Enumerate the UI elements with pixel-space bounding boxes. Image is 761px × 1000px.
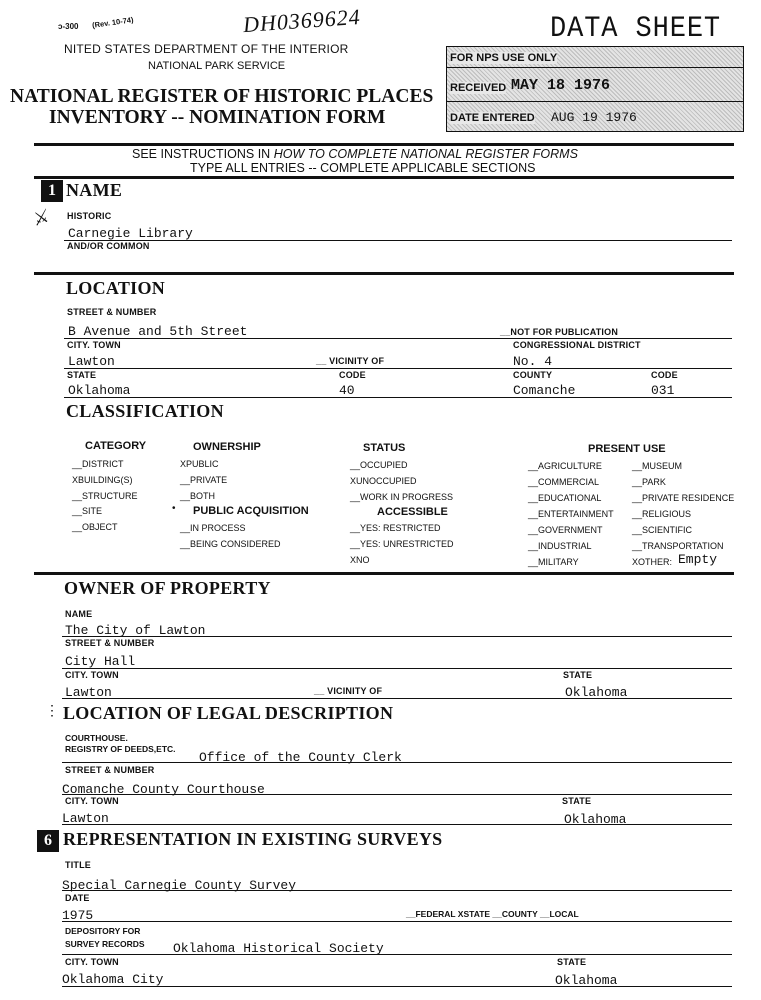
legal-street-label: STREET & NUMBER	[65, 765, 155, 775]
state-value: Oklahoma	[68, 383, 131, 398]
checkbox-item: __OCCUPIED	[350, 460, 408, 470]
survey-date-label: DATE	[65, 893, 90, 903]
classification-title: CLASSIFICATION	[66, 401, 224, 421]
bullet-mark: •	[172, 503, 176, 514]
legal-city-label: CITY. TOWN	[65, 796, 119, 806]
checkbox-item: __AGRICULTURE	[528, 461, 602, 471]
checkbox-item: __MILITARY	[528, 557, 579, 567]
depository-value: Oklahoma Historical Society	[173, 941, 384, 956]
owner-state-value: Oklahoma	[565, 685, 628, 700]
checkbox-item: __BOTH	[180, 491, 216, 501]
owner-name-value: The City of Lawton	[65, 623, 206, 638]
code-label: CODE	[339, 370, 366, 380]
checkbox-item: __TRANSPORTATION	[632, 541, 724, 551]
county-code-label: CODE	[651, 370, 678, 380]
checkbox-item: __OBJECT	[72, 522, 118, 532]
county-label: COUNTY	[513, 370, 553, 380]
congress-value: No. 4	[513, 354, 553, 369]
status-head: STATUS	[363, 442, 406, 454]
checkbox-item: __MUSEUM	[632, 461, 683, 471]
checkbox-item: __SITE	[72, 506, 103, 516]
checkbox-item: XOTHER:	[632, 557, 673, 567]
legal-street-value: Comanche County Courthouse	[62, 782, 265, 797]
checkbox-item: __RELIGIOUS	[632, 509, 692, 519]
instructions-prefix: SEE INSTRUCTIONS IN	[132, 147, 271, 161]
not-for-publication: __NOT FOR PUBLICATION	[500, 327, 619, 337]
instructions-line1	[132, 147, 578, 161]
owner-state-label: STATE	[563, 670, 593, 680]
checkbox-item: __ENTERTAINMENT	[528, 509, 614, 519]
surveys-title: REPRESENTATION IN EXISTING SURVEYS	[63, 829, 443, 849]
survey-city-value: Oklahoma City	[62, 972, 164, 987]
owner-street-value: City Hall	[65, 654, 136, 669]
survey-levels: __FEDERAL XSTATE __COUNTY __LOCAL	[406, 909, 579, 919]
checkbox-item: __GOVERNMENT	[528, 525, 603, 535]
historic-value: Carnegie Library	[68, 226, 193, 241]
owner-street-label: STREET & NUMBER	[65, 638, 155, 648]
depository-label2: SURVEY RECORDS	[65, 939, 145, 949]
service-name: NATIONAL PARK SERVICE	[148, 60, 286, 72]
form-title-line1: NATIONAL REGISTER OF HISTORIC PLACES	[10, 86, 434, 107]
courthouse-label: COURTHOUSE.	[65, 733, 128, 743]
depository-label1: DEPOSITORY FOR	[65, 926, 141, 936]
checkbox-item: __BEING CONSIDERED	[180, 539, 281, 549]
owner-name-label: NAME	[65, 609, 93, 619]
checkbox-item: __YES: RESTRICTED	[350, 523, 441, 533]
instructions-line2: TYPE ALL ENTRIES -- COMPLETE APPLICABLE SECTIONS	[190, 161, 536, 175]
checkbox-item: __EDUCATIONAL	[528, 493, 602, 503]
section-number-1: 1	[41, 180, 63, 202]
handwritten-id: DH0369624	[242, 3, 362, 38]
legal-state-value: Oklahoma	[564, 812, 627, 827]
checkbox-item: __PRIVATE RESIDENCE	[632, 493, 735, 503]
checkbox-item: __COMMERCIAL	[528, 477, 600, 487]
vicinity-label-text: VICINITY OF	[329, 356, 385, 366]
nps-use-box	[446, 46, 744, 132]
checkbox-item: __WORK IN PROGRESS	[350, 492, 454, 502]
checkbox-item: __SCIENTIFIC	[632, 525, 693, 535]
location-title: LOCATION	[66, 278, 166, 298]
department-name: NITED STATES DEPARTMENT OF THE INTERIOR	[64, 42, 349, 56]
checkbox-item: XPUBLIC	[180, 459, 219, 469]
other-use-value: Empty	[678, 552, 718, 567]
historic-label: HISTORIC	[67, 211, 112, 221]
county-code-value: 031	[651, 383, 675, 398]
courthouse-value: Office of the County Clerk	[199, 750, 402, 765]
state-label: STATE	[67, 370, 97, 380]
legal-state-label: STATE	[562, 796, 592, 806]
owner-vicinity-label: __ VICINITY OF	[314, 686, 383, 696]
form-number: ɔ-300	[58, 22, 79, 31]
checkbox-item: __PRIVATE	[180, 475, 228, 485]
survey-title-value: Special Carnegie County Survey	[62, 878, 297, 893]
date-entered-label: DATE ENTERED	[450, 112, 535, 124]
checkbox-item: __INDUSTRIAL	[528, 541, 592, 551]
checkbox-item: __DISTRICT	[72, 459, 124, 469]
survey-city-label: CITY. TOWN	[65, 957, 119, 967]
instructions-title: HOW TO COMPLETE NATIONAL REGISTER FORMS	[273, 147, 578, 161]
survey-title-label: TITLE	[65, 860, 91, 870]
congressional-district-label: CONGRESSIONAL DISTRICT	[513, 340, 641, 350]
registry-label: REGISTRY OF DEEDS,ETC.	[65, 744, 176, 754]
category-head: CATEGORY	[85, 440, 147, 452]
data-sheet-stamp: DATA SHEET	[550, 12, 722, 46]
revision-date: (Rev. 10-74)	[91, 15, 134, 30]
form-title-line2: INVENTORY -- NOMINATION FORM	[49, 107, 386, 128]
andor-common-label: AND/OR COMMON	[67, 241, 150, 251]
owner-city-value: Lawton	[65, 685, 112, 700]
accessible-head: ACCESSIBLE	[377, 506, 448, 518]
survey-state-value: Oklahoma	[555, 973, 618, 988]
checkbox-item: __YES: UNRESTRICTED	[350, 539, 454, 549]
city-label: CITY. TOWN	[67, 340, 121, 350]
section-number-6: 6	[37, 830, 59, 852]
legal-title: LOCATION OF LEGAL DESCRIPTION	[63, 703, 394, 723]
survey-date-value: 1975	[62, 908, 94, 923]
owner-city-label: CITY. TOWN	[65, 670, 119, 680]
owner-vicinity-text: VICINITY OF	[327, 686, 383, 696]
public-acquisition-head: PUBLIC ACQUISITION	[193, 505, 309, 517]
section-name-title: NAME	[66, 180, 123, 200]
street-label: STREET & NUMBER	[67, 307, 157, 317]
present-use-head: PRESENT USE	[588, 443, 666, 455]
survey-state-label: STATE	[557, 957, 587, 967]
handwritten-mark: ⚔	[28, 205, 51, 231]
ownership-head: OWNERSHIP	[193, 441, 261, 453]
owner-title: OWNER OF PROPERTY	[64, 578, 271, 598]
checkbox-item: __PARK	[632, 477, 666, 487]
street-value: B Avenue and 5th Street	[68, 324, 248, 339]
received-stamp: MAY 18 1976	[511, 77, 611, 94]
checkbox-item: XBUILDING(S)	[72, 475, 133, 485]
legal-city-value: Lawton	[62, 811, 109, 826]
checkbox-item: XNO	[350, 555, 370, 565]
received-label: RECEIVED	[450, 82, 507, 94]
city-value: Lawton	[68, 354, 115, 369]
nps-header: FOR NPS USE ONLY	[450, 52, 558, 64]
code-value: 40	[339, 383, 355, 398]
date-entered-stamp: AUG 19 1976	[551, 110, 637, 125]
county-value: Comanche	[513, 383, 576, 398]
margin-mark: ⋮	[45, 702, 59, 718]
checkbox-item: XUNOCCUPIED	[350, 476, 417, 486]
checkbox-item: __IN PROCESS	[180, 523, 246, 533]
vicinity-label: __ VICINITY OF	[316, 356, 385, 366]
checkbox-item: __STRUCTURE	[72, 491, 138, 501]
